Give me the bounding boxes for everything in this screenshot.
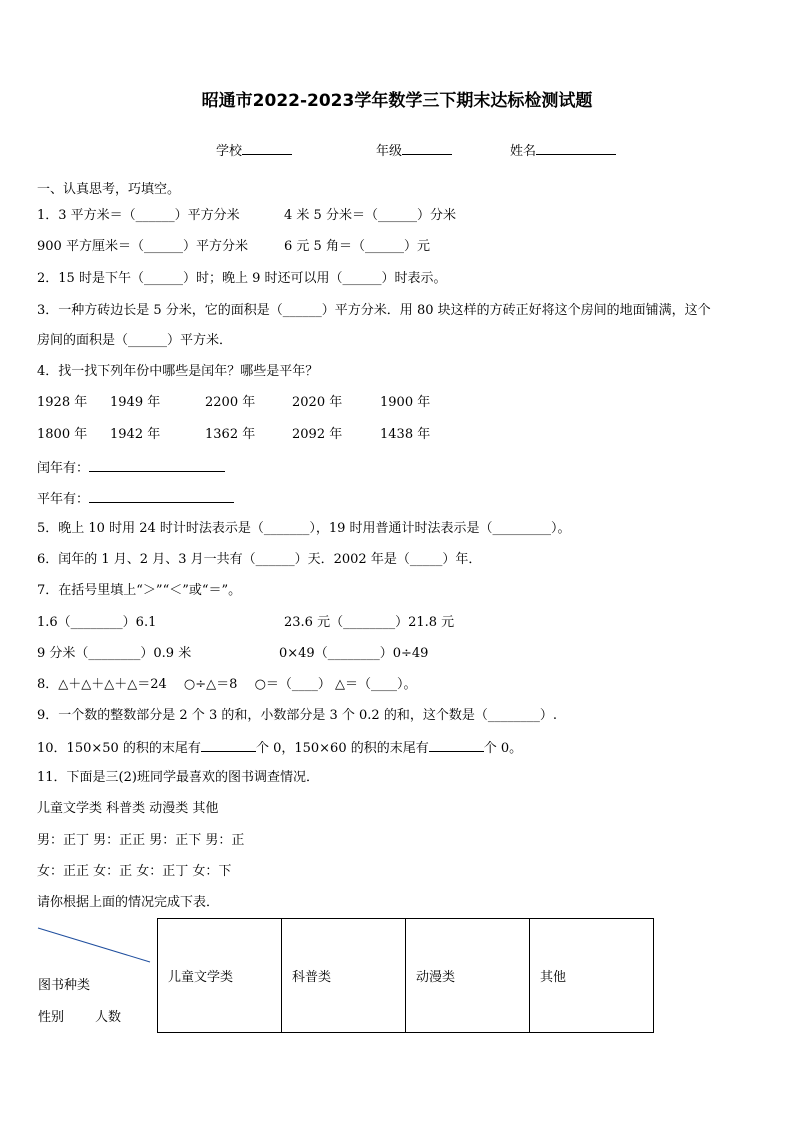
question-3-line-1: 3．一种方砖边长是 5 分米，它的面积是（______）平方分米．用 80 块这样的方砖正好将这个房间的地面铺满，这个 bbox=[37, 303, 711, 318]
question-11-boys: 男：正丁 男：正正 男：正下 男：正 bbox=[37, 833, 245, 848]
year-item: 1900 年 bbox=[380, 395, 431, 410]
question-1-d: 6 元 5 角＝（______）元 bbox=[284, 239, 430, 254]
diagonal-line bbox=[38, 928, 150, 962]
question-7-prompt: 7．在括号里填上“＞”“＜”或“＝”。 bbox=[37, 583, 242, 598]
question-3-line-2: 房间的面积是（______）平方米． bbox=[37, 333, 233, 348]
school-label: 学校 bbox=[216, 144, 243, 159]
table-corner-bottom: 人数 bbox=[95, 1010, 122, 1025]
question-1-c: 900 平方厘米＝（______）平方分米 bbox=[37, 239, 248, 254]
question-11-categories: 儿童文学类 科普类 动漫类 其他 bbox=[37, 801, 219, 816]
question-1-a: 1．3 平方米＝（______）平方分米 bbox=[37, 208, 240, 223]
year-item: 1942 年 bbox=[110, 427, 161, 442]
year-item: 1362 年 bbox=[205, 427, 256, 442]
year-item: 1438 年 bbox=[380, 427, 431, 442]
table-header-cell: 其他 bbox=[530, 919, 654, 1033]
question-7-d: 0×49（________）0÷49 bbox=[279, 646, 429, 661]
common-year-label: 平年有： bbox=[37, 492, 90, 507]
table-corner-top: 图书种类 bbox=[38, 978, 91, 993]
question-10-part-1: 10．150×50 的积的末尾有 bbox=[37, 741, 201, 756]
question-11-instruction: 请你根据上面的情况完成下表． bbox=[37, 895, 220, 910]
question-4-prompt: 4．找一找下列年份中哪些是闰年？哪些是平年？ bbox=[37, 364, 319, 379]
table-header-cell: 科普类 bbox=[282, 919, 406, 1033]
year-item: 1949 年 bbox=[110, 395, 161, 410]
table-row bbox=[158, 919, 654, 1033]
year-item: 1800 年 bbox=[37, 427, 88, 442]
question-10-part-3: 个 0。 bbox=[483, 741, 523, 756]
grade-label: 年级 bbox=[376, 144, 403, 159]
table-corner-left: 性别 bbox=[38, 1010, 65, 1025]
leap-year-label: 闰年有： bbox=[37, 461, 90, 476]
question-7-c: 9 分米（________）0.9 米 bbox=[37, 646, 192, 661]
year-item: 1928 年 bbox=[37, 395, 88, 410]
year-item: 2092 年 bbox=[292, 427, 343, 442]
question-11-prompt: 11．下面是三(2)班同学最喜欢的图书调查情况． bbox=[37, 770, 319, 785]
question-7-a: 1.6（________）6.1 bbox=[37, 615, 157, 630]
question-7-b: 23.6 元（________）21.8 元 bbox=[284, 615, 455, 630]
table-header-cell: 儿童文学类 bbox=[158, 919, 282, 1033]
question-11-girls: 女：正正 女：正 女：正丁 女：下 bbox=[37, 864, 232, 879]
question-9: 9．一个数的整数部分是 2 个 3 的和，小数部分是 3 个 0.2 的和，这个数是（________）. bbox=[37, 708, 557, 723]
question-6: 6．闰年的 1 月、2 月、3 月一共有（______）天．2002 年是（_____）年． bbox=[37, 552, 482, 567]
table-header-cell: 动漫类 bbox=[406, 919, 530, 1033]
question-10-part-2: 个 0，150×60 的积的末尾有 bbox=[255, 741, 429, 756]
question-1-b: 4 米 5 分米＝（______）分米 bbox=[284, 208, 456, 223]
question-5: 5．晚上 10 时用 24 时计时法表示是（_______），19 时用普通计时法表示是（_________）。 bbox=[37, 521, 571, 536]
name-label: 姓名 bbox=[510, 144, 537, 159]
question-2: 2．15 时是下午（______）时；晚上 9 时还可以用（______）时表示。 bbox=[37, 271, 447, 286]
year-item: 2200 年 bbox=[205, 395, 256, 410]
question-8: 8．△＋△＋△＋△＝24 ○÷△＝8 ○＝（____） △＝（____）。 bbox=[37, 677, 417, 692]
survey-table bbox=[157, 918, 654, 1033]
page-title: 昭通市2022-2023学年数学三下期末达标检测试题 bbox=[201, 91, 593, 111]
year-item: 2020 年 bbox=[292, 395, 343, 410]
section-heading: 一、认真思考，巧填空。 bbox=[37, 182, 181, 197]
